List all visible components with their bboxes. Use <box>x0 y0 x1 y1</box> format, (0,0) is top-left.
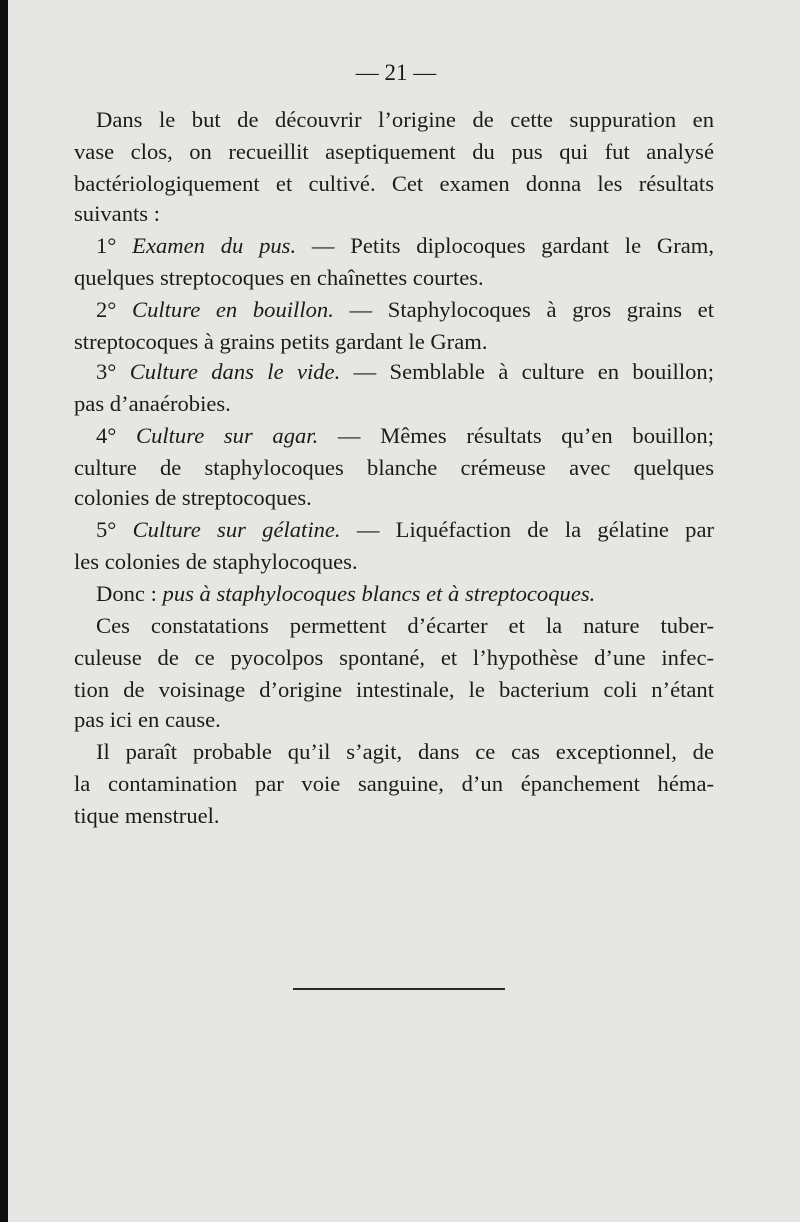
item-text: — Liquéfaction de la gélatine par <box>340 517 715 542</box>
text-line: Dans le but de découvrir l’origine de cette suppuration en <box>96 107 714 132</box>
item-number: 2° <box>96 297 117 322</box>
text-line: colonies de streptocoques. <box>74 485 312 510</box>
page-binding-edge <box>0 0 8 1222</box>
conclusion-prefix: Donc : <box>96 581 163 606</box>
item-number: 1° <box>96 233 117 258</box>
text-line: bactériologiquement et cultivé. Cet examen donna les résultats <box>74 171 714 196</box>
text-line: quelques streptocoques en chaînettes courtes. <box>74 265 484 290</box>
text-line: tique menstruel. <box>74 803 220 828</box>
item-title: Culture dans le vide. <box>129 359 341 384</box>
text-line: vase clos, on recueillit aseptiquement du pus qui fut analysé <box>74 139 714 164</box>
item-text: — Semblable à culture en bouillon; <box>340 359 714 384</box>
page-number: — 21 — <box>355 60 437 85</box>
item-number: 4° <box>96 423 117 448</box>
item-text: — Mêmes résultats qu’en bouillon; <box>318 423 714 448</box>
text-line: suivants : <box>74 201 160 226</box>
text-line: pas ici en cause. <box>74 707 221 732</box>
list-item-4 <box>96 420 714 452</box>
item-text: — Staphylocoques à gros grains et <box>333 297 714 322</box>
text-line: tion de voisinage d’origine intestinale, le bacterium coli n’étant <box>74 677 714 702</box>
conclusion <box>96 578 714 610</box>
book-page <box>8 0 800 1222</box>
item-number: 5° <box>96 517 117 542</box>
text-line: pas d’anaérobies. <box>74 391 231 416</box>
list-item-5 <box>96 514 714 546</box>
text-line: culture de staphylocoques blanche crémeuse avec quelques <box>74 455 714 480</box>
text-line: Il paraît probable qu’il s’agit, dans ce cas exceptionnel, de <box>96 739 714 764</box>
list-item-2 <box>96 294 714 326</box>
text-line: la contamination par voie sanguine, d’un épanchement héma- <box>74 771 714 796</box>
item-text: — Petits diplocoques gardant le Gram, <box>296 233 714 258</box>
list-item-3 <box>96 356 714 388</box>
text-line: Ces constatations permettent d’écarter et la nature tuber- <box>96 613 714 638</box>
item-number: 3° <box>96 359 117 384</box>
item-title: Culture sur gélatine. <box>132 517 341 542</box>
item-title: Culture sur agar. <box>136 423 319 448</box>
list-item-1 <box>96 230 714 262</box>
text-line: les colonies de staphylocoques. <box>74 549 358 574</box>
text-line: streptocoques à grains petits gardant le Gram. <box>74 329 488 354</box>
item-title: Examen du pus. <box>132 233 297 258</box>
end-rule <box>293 988 505 990</box>
item-title: Culture en bouillon. <box>132 297 334 322</box>
conclusion-italic: pus à staphylocoques blancs et à streptocoques. <box>162 581 596 606</box>
text-line: culeuse de ce pyocolpos spontané, et l’hypothèse d’une infec- <box>74 645 714 670</box>
